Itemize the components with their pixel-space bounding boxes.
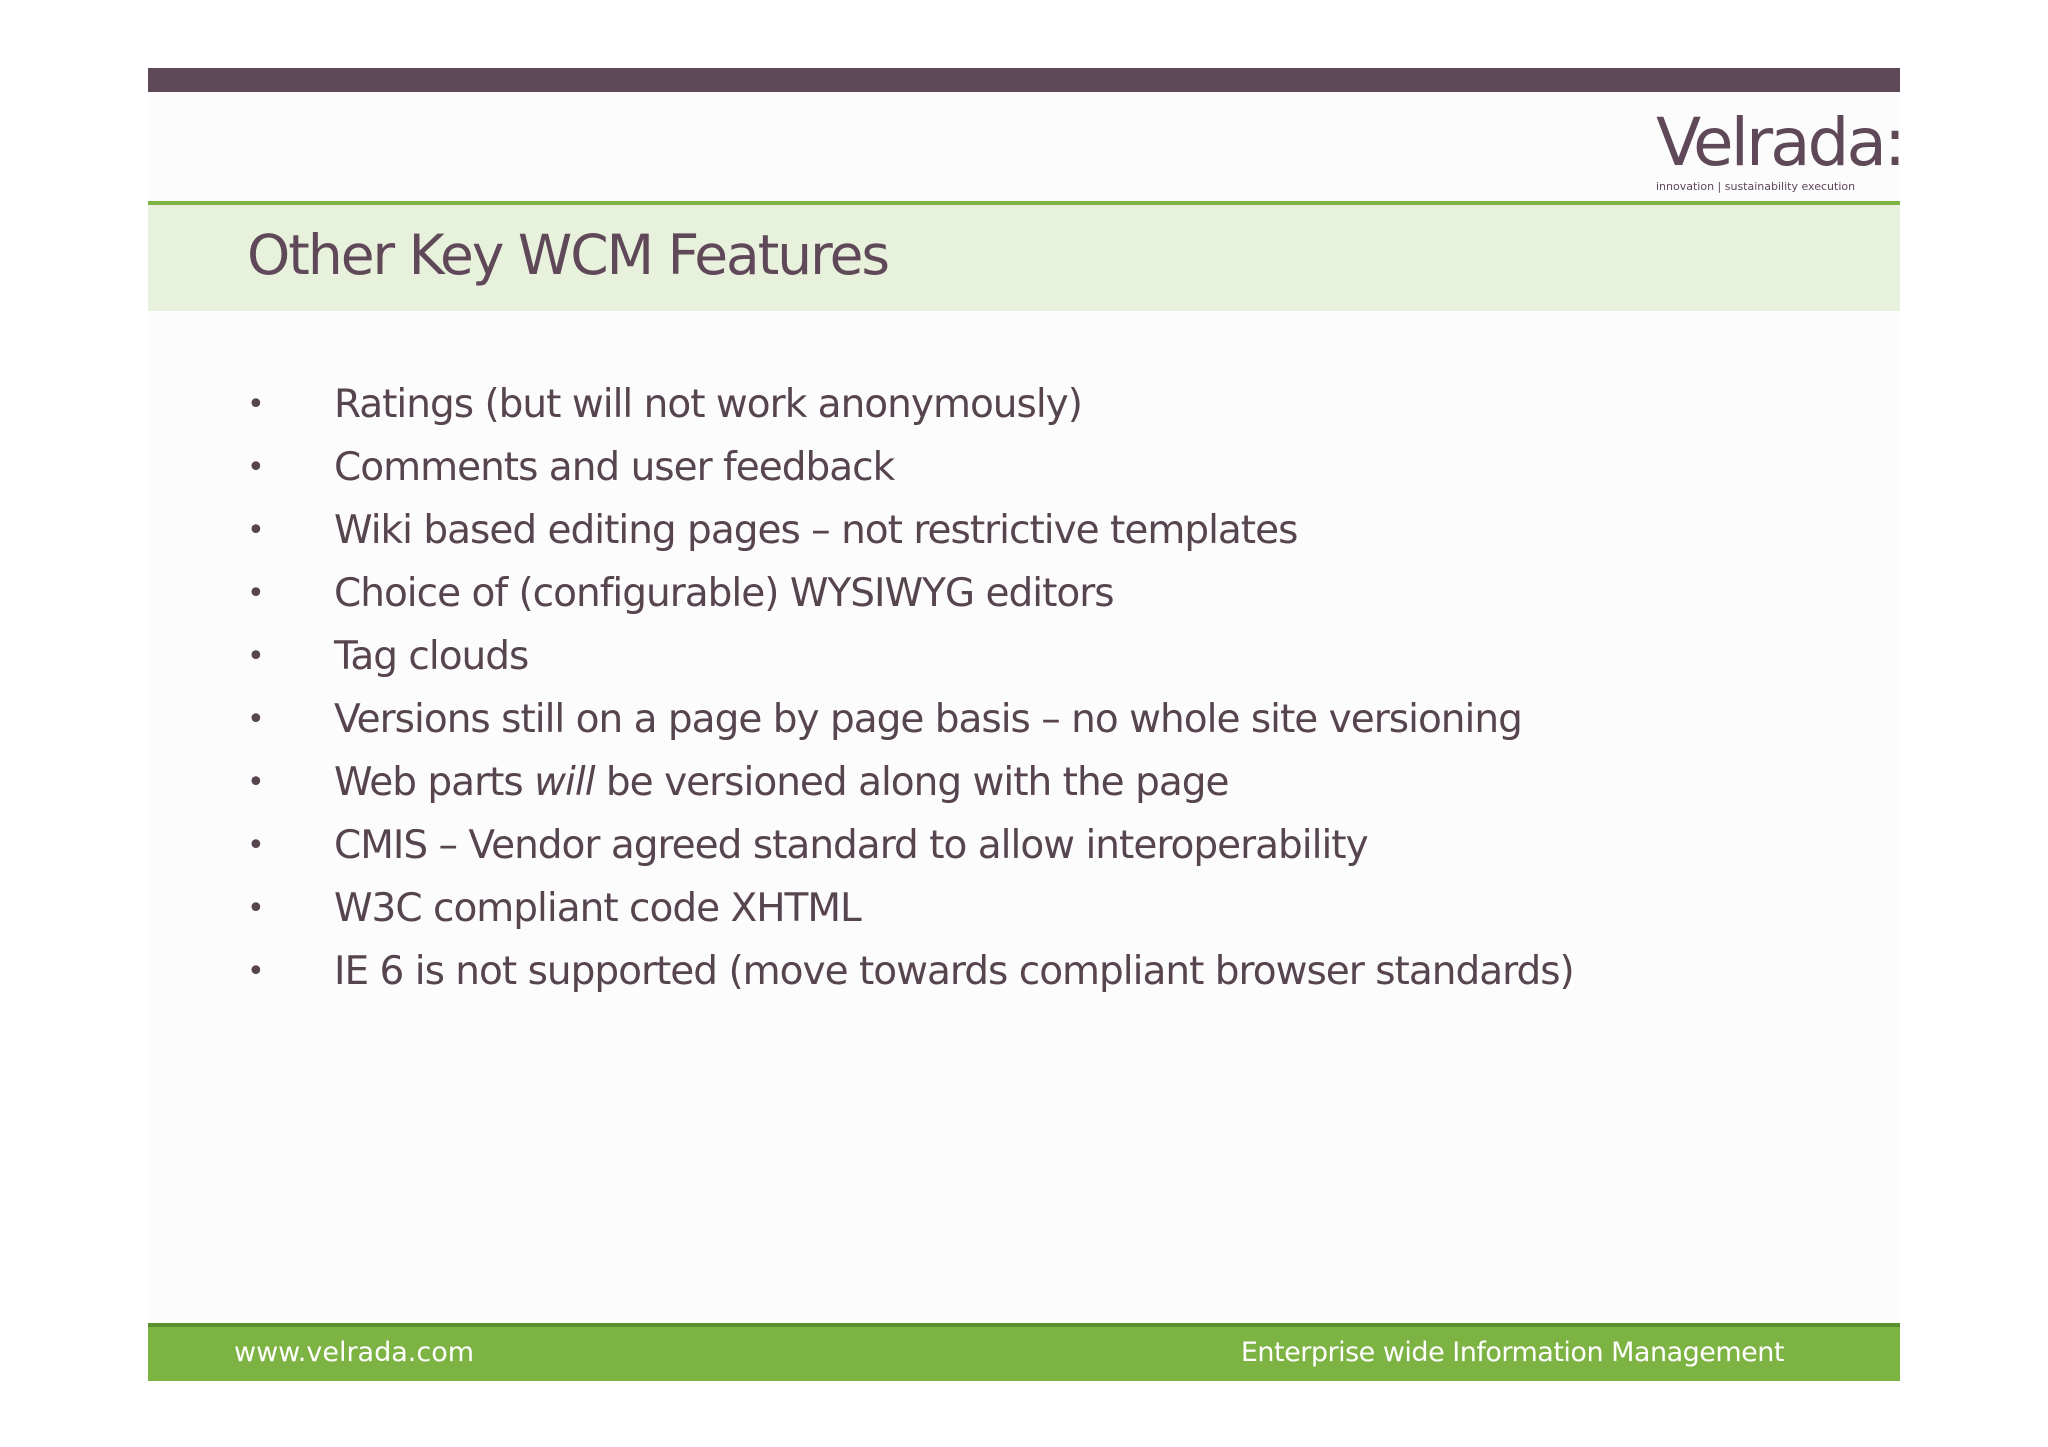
footer-url: www.velrada.com	[234, 1337, 475, 1368]
bullet-text-part: Wiki based editing pages – not restrictive templates	[334, 508, 1298, 553]
bullet-text-part: IE 6 is not supported (move towards compliant browser standards)	[334, 949, 1574, 994]
bullet-text-part: be versioned along with the page	[594, 760, 1229, 805]
bullet-text	[334, 373, 1082, 436]
bullet-text	[334, 877, 861, 940]
bullet-dot-icon: •	[247, 765, 264, 800]
bullet-text-part: Tag clouds	[334, 634, 529, 679]
bullet-text-emphasis: will	[534, 760, 595, 805]
bullet-text	[334, 436, 894, 499]
bullet-text	[334, 562, 1114, 625]
top-bar	[148, 68, 1900, 92]
bullet-text	[334, 499, 1297, 562]
bullet-dot-icon: •	[247, 702, 264, 737]
bullet-dot-icon: •	[247, 576, 264, 611]
bullet-text	[334, 688, 1522, 751]
bullet-text	[334, 751, 1228, 814]
bullet-text-part: Versions still on a page by page basis – no whole site versioning	[334, 697, 1522, 742]
logo-tagline: innovation | sustainability execution	[1656, 180, 1856, 193]
bullet-text-part: Ratings (but will not work anonymously)	[334, 382, 1082, 427]
logo-wordmark: Velrada:	[1656, 104, 1904, 181]
bullet-text-part: W3C compliant code XHTML	[334, 886, 861, 931]
bullet-dot-icon: •	[247, 450, 264, 485]
bullet-dot-icon: •	[247, 891, 264, 926]
bullet-text-part: CMIS – Vendor agreed standard to allow interoperability	[334, 823, 1368, 868]
bullet-text	[334, 625, 528, 688]
slide-title: Other Key WCM Features	[247, 223, 889, 287]
bullet-text	[334, 814, 1368, 877]
bullet-dot-icon: •	[247, 954, 264, 989]
title-band	[148, 201, 1900, 311]
footer-slogan: Enterprise wide Information Management	[1240, 1337, 1784, 1368]
slide	[148, 68, 1904, 1381]
bullet-dot-icon: •	[247, 828, 264, 863]
bullet-dot-icon: •	[247, 639, 264, 674]
footer	[148, 1323, 1900, 1381]
bullet-text	[334, 940, 1574, 1003]
bullet-text-part: Choice of (configurable) WYSIWYG editors	[334, 571, 1114, 616]
bullet-dot-icon: •	[247, 387, 264, 422]
bullet-text-part: Comments and user feedback	[334, 445, 895, 490]
bullet-text-part: Web parts	[334, 760, 535, 805]
bullet-dot-icon: •	[247, 513, 264, 548]
